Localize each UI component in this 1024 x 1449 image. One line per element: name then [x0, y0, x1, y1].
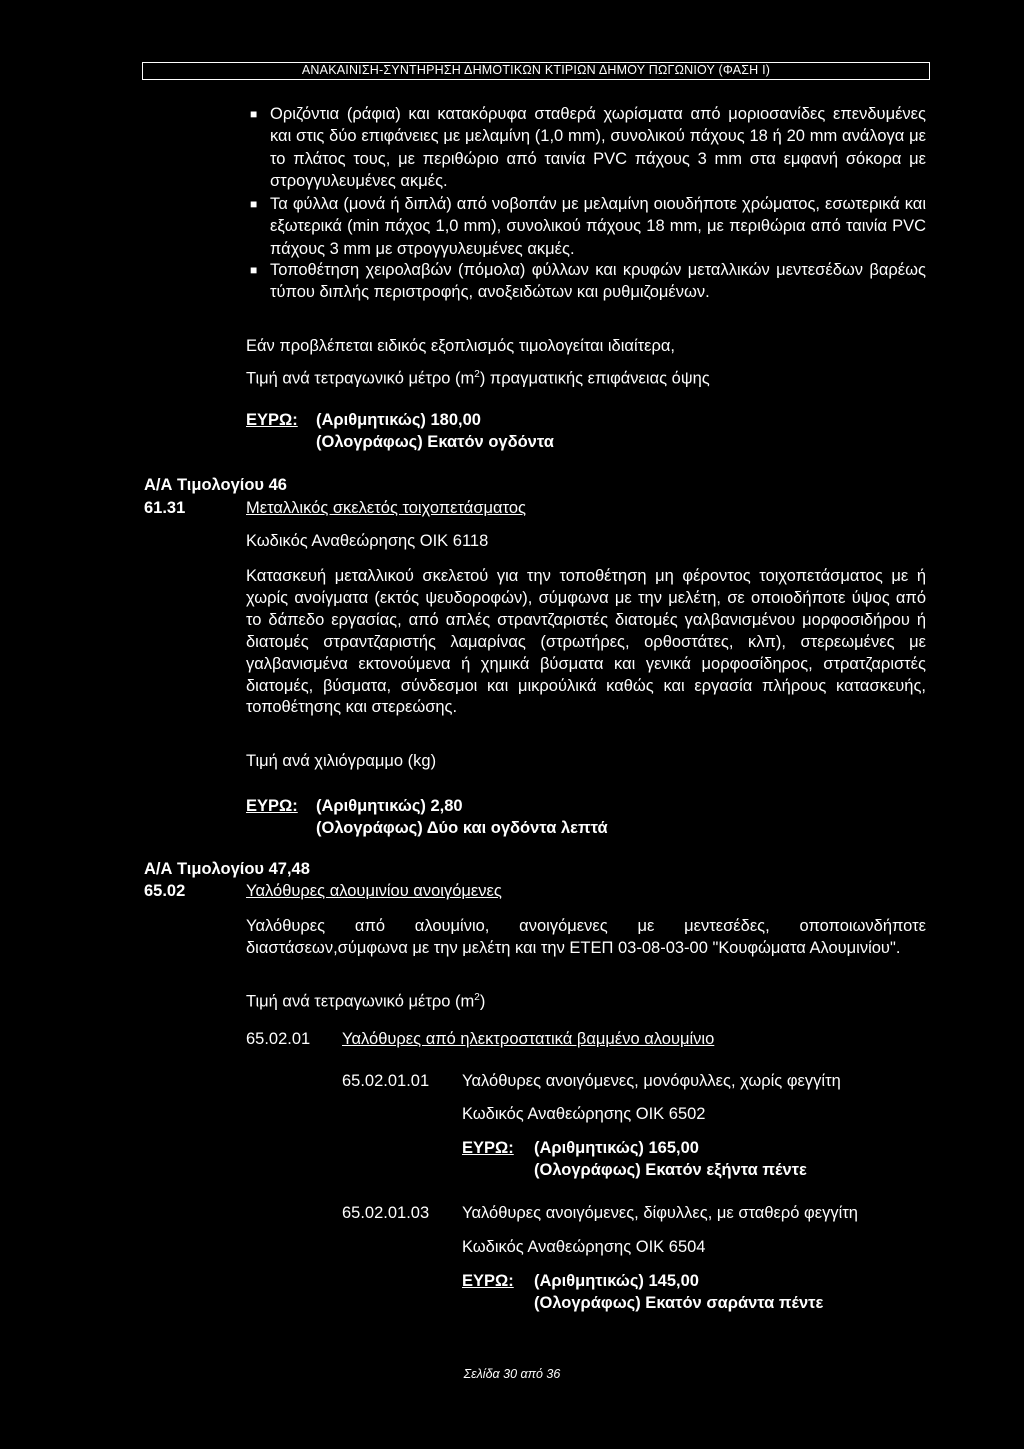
entry-title: Υαλόθυρες ανοιγόμενες, δίφυλλες, με σταθερό φεγγίτη	[462, 1204, 858, 1222]
bullet-text: Οριζόντια (ράφια) και κατακόρυφα σταθερά χωρίσματα από μοριοσανίδες επενδυμένες και στις δύο επιφάνειες με μελαμίνη (1,0 mm), συνολικού πάχους 18 ή 20 mm ανάλογα με το πλάτος τους, με περιθώριο από ταινία PVC πάχους 3 mm στα εμφανή σόκορα με στρογγυλευμένες ακμές.	[270, 105, 926, 190]
unit-superscript: 2	[474, 369, 480, 380]
unit-text-end: ) πραγματικής επιφάνειας όψης	[479, 369, 710, 388]
article-code: 65.02	[144, 882, 186, 900]
invoice-item-number: Α/Α Τιμολογίου 47,48	[144, 860, 310, 878]
unit-price-label: Τιμή ανά χιλιόγραμμο (kg)	[246, 752, 437, 770]
bullet-panels	[250, 193, 926, 260]
euro-label: ΕΥΡΩ:	[246, 411, 298, 429]
price-words: (Ολογράφως) Δύο και ογδόντα λεπτά	[316, 819, 608, 837]
bullet-square-icon: ■	[250, 197, 258, 211]
price-words: (Ολογράφως) Εκατόν ογδόντα	[316, 433, 554, 451]
bullet-square-icon: ■	[250, 107, 258, 121]
price-numeric: (Αριθμητικώς) 2,80	[316, 797, 463, 815]
unit-text: Τιμή ανά τετραγωνικό μέτρο (m	[246, 369, 475, 388]
price-euro-label	[246, 411, 298, 430]
bullet-text: Τα φύλλα (μονά ή διπλά) από νοβοπάν με μελαμίνη οιουδήποτε χρώματος, εσωτερικά και εξωτερικά (min πάχος 1,0 mm), συνολικού πάχους 18 mm, με περιθώρια από ταινία PVC πάχους 3 mm με στρογγυλευμένες ακμές.	[270, 195, 926, 258]
euro-label: ΕΥΡΩ:	[462, 1139, 514, 1157]
article-title: Μεταλλικός σκελετός τοιχοπετάσματος	[246, 499, 526, 517]
bullet-square-icon: ■	[250, 263, 258, 277]
price-euro-label	[462, 1272, 514, 1291]
document-header	[142, 62, 930, 80]
unit-price-label	[246, 369, 710, 389]
subgroup-code: 65.02.01	[246, 1030, 311, 1048]
bullet-text: Τοποθέτηση χειρολαβών (πόμολα) φύλλων και κρυφών μεταλλικών μεντεσέδων βαρέως τύπου διπλής περιστροφής, ανοξειδώτων και ρυθμιζομένων.	[270, 261, 926, 302]
equipment-note: Εάν προβλέπεται ειδικός εξοπλισμός τιμολογείται ιδιαίτερα,	[246, 337, 675, 355]
review-code: Κωδικός Αναθεώρησης ΟΙΚ 6504	[462, 1238, 706, 1256]
review-code: Κωδικός Αναθεώρησης ΟΙΚ 6118	[246, 532, 489, 550]
euro-label: ΕΥΡΩ:	[246, 797, 298, 815]
header-title: ΑΝΑΚΑΙΝΙΣΗ-ΣΥΝΤΗΡΗΣΗ ΔΗΜΟΤΙΚΩΝ ΚΤΙΡΙΩΝ ΔΗΜΟΥ ΠΩΓΩΝΙΟΥ (ΦΑΣΗ Ι)	[301, 63, 771, 77]
subgroup-title: Υαλόθυρες από ηλεκτροστατικά βαμμένο αλουμίνιο	[342, 1030, 715, 1048]
entry-title: Υαλόθυρες ανοιγόμενες, μονόφυλλες, χωρίς φεγγίτη	[462, 1072, 841, 1090]
unit-superscript: 2	[474, 992, 480, 1003]
entry-code: 65.02.01.01	[342, 1072, 430, 1090]
page-footer	[0, 1367, 1024, 1381]
price-words: (Ολογράφως) Εκατόν σαράντα πέντε	[534, 1294, 824, 1312]
article-description: Υαλόθυρες από αλουμίνιο, ανοιγόμενες με μεντεσέδες, οποποιωνδήποτε διαστάσεων,σύμφωνα με την μελέτη και την ΕΤΕΠ 03-08-03-00 "Κουφώματα Αλουμινίου".	[246, 917, 926, 958]
price-euro-label	[462, 1139, 514, 1158]
bullet-handles	[250, 259, 926, 304]
price-numeric: (Αριθμητικώς) 180,00	[316, 411, 481, 429]
article-title: Υαλόθυρες αλουμινίου ανοιγόμενες	[246, 882, 502, 900]
invoice-item-number: Α/Α Τιμολογίου 46	[144, 476, 287, 494]
article-description: Κατασκευή μεταλλικού σκελετού για την τοποθέτηση μη φέροντος τοιχοπετάσματος με ή χωρίς ανοίγματα (εκτός ψευδοροφών), σύμφωνα με την μελέτη, σε οποιοδήποτε ύψος από το δάπεδο εργασίας, από απλές στραντζαριστές διατομές γαλβανισμένου μορφοσιδήρου ή διατομές στραντζαριστής λαμαρίνας (στρωτήρες, ορθοστάτες, κλπ), στερεωμένες με γαλβανισμένα εκτονούμενα ή χημικά βύσματα και γενικά μορφοσίδηρος, στρατζαριστές διατομές, βύσματα, σύνδεσμοι και μικρούλικά καθώς και εργασία πλήρους κατασκευής, τοποθέτησης και στερεώσης.	[246, 567, 926, 717]
price-numeric: (Αριθμητικώς) 145,00	[534, 1272, 699, 1290]
article-code: 61.31	[144, 499, 186, 517]
unit-price-label	[246, 992, 485, 1012]
entry-code: 65.02.01.03	[342, 1204, 430, 1222]
price-euro-label	[246, 797, 298, 816]
page-number: Σελίδα 30 από 36	[463, 1367, 561, 1381]
euro-label: ΕΥΡΩ:	[462, 1272, 514, 1290]
price-words: (Ολογράφως) Εκατόν εξήντα πέντε	[534, 1161, 807, 1179]
unit-text: Τιμή ανά τετραγωνικό μέτρο (m	[246, 992, 475, 1011]
review-code: Κωδικός Αναθεώρησης ΟΙΚ 6502	[462, 1105, 706, 1123]
bullet-shelves	[250, 103, 926, 192]
unit-text-end: )	[479, 992, 486, 1011]
price-numeric: (Αριθμητικώς) 165,00	[534, 1139, 699, 1157]
